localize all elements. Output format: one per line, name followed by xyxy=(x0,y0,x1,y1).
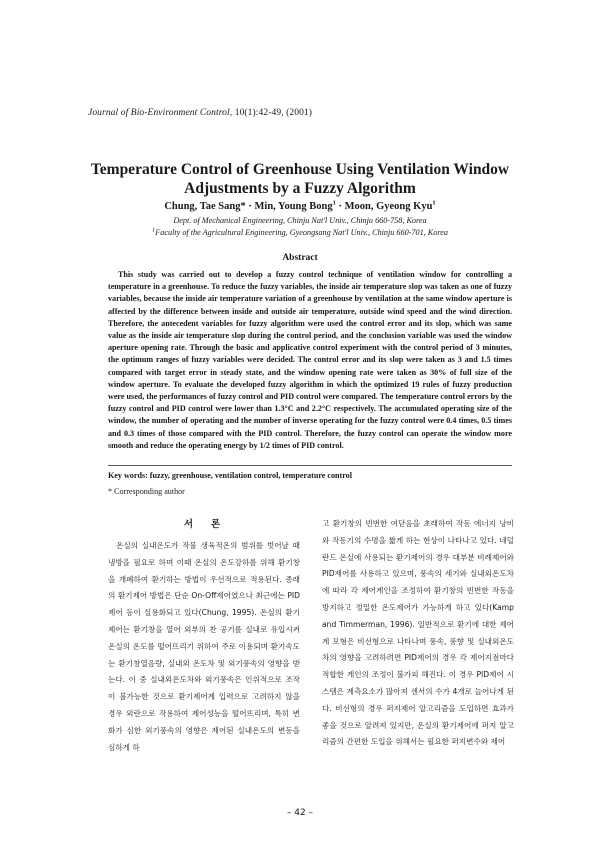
section-heading: 서론 xyxy=(183,519,239,530)
author-2-affiliation-mark: 1 xyxy=(332,199,336,207)
author-separator: · xyxy=(245,201,255,212)
body-paragraph-right: 고 환기창의 빈번한 여닫음을 초래하여 작동 에너지 낭비와 작동기의 수명을 짧게 하는 현상이 나타나고 있다. 네덜란드 온실에 사용되는 환기제어의 경우 대부분 비례제어와 PID제어를 사용하고 있으며, 풍속의 세기와 실내외온도차에 따라 각 제어계인을 조정하여 환기창의 빈번한 작동을 방지하고 정밀한 온도제어가 가능하게 하고 있다(Kamp and Timmerman, 1996). 일반적으로 환기에 대한 제어계 모형은 비선형으로 나타나며 풍속, 풍향 및 실내외온도차의 영향을 고려하려면 PID제어의 경우 각 제어지점마다 적합한 게인의 조정이 불가피 해진다. 이 경우 PID제어 시스템은 계측요소가 많아져 센서의 수가 4개로 늘어나게 된다. 비선형의 경우 퍼지제어 알고리즘을 도입하면 효과가 좋을 것으로 알려져 있지만, 온실의 환기제어에 퍼지 알고리즘의 간편한 도입을 위해서는 필요한 퍼지변수와 제어 xyxy=(322,519,514,747)
affiliation-1: Dept. of Mechanical Engineering, Chinju Nat'l Univ., Chinju 660-758, Korea xyxy=(173,216,427,225)
title-line-2: Adjustments by a Fuzzy Algorithm xyxy=(184,180,416,197)
body-column-left xyxy=(108,518,300,756)
affiliation-2-text: Faculty of the Agricultural Engineering, Gyeongsang Nat'l Univ., Chinju 660-701, Korea xyxy=(155,228,448,237)
corresponding-author-note: * Corresponding author xyxy=(108,487,185,496)
author-list xyxy=(60,201,540,212)
keywords: Key words: fuzzy, greenhouse, ventilation control, temperature control xyxy=(108,471,352,480)
page-number: – 42 – xyxy=(286,808,314,818)
journal-name: Journal of Bio-Environment Control, xyxy=(88,108,233,118)
abstract-text: This study was carried out to develop a fuzzy control technique of ventilation window for controlling a temperature in a greenhouse. To reduce the fuzzy variables, the inside air temperature slop was taken as one of fuzzy variables, because the inside air temperature variation of a greenhouse by ventilation at the same window aperture is affected by the difference between inside and outside air temperature, outside wind speed and the wind direction. Therefore, the antecedent variables for fuzzy algorithm were used the control error and its slop, which was same value as the inside air temperature slop during the control period, and the conclusion variable was used the window aperture opening rate. Through the basic and applicative control experiment with the control period of 3 minutes, the optimum ranges of fuzzy variables were decided. The control error and its slop were taken as 3 and 1.5 times compared with target error in steady state, and the window opening rate were taken as 30% of full size of the window aperture. To evaluate the developed fuzzy algorithm in which the optimized 19 rules of fuzzy production were used, the performances of fuzzy control and PID control were compared. The temperature control errors by the fuzzy control and PID control were lower than 1.3°C and 2.2°C respectively. The accumulated operating size of the window, the number of operating and the number of inverse operating for the fuzzy control were 0.4 times, 0.5 times and 0.3 times of those compared with the PID control. Therefore, the fuzzy control can operate the window more smooth and reduce the operating energy by 1/2 times of PID control. xyxy=(108,270,512,450)
body-paragraph-left: 온실의 실내온도가 작물 생육적온의 범위를 벗어날 때 냉방을 필요로 하며 이때 온실의 온도강하를 위해 환기창을 개폐하여 환기하는 방법이 우선적으로 적용된다. 종래의 환기제어 방법은 단순 On-Off제어였으나 최근에는 PID제어 등이 실용화되고 있다(Chung, 1995). 온실의 환기제어는 환기창을 열어 외부의 찬 공기를 실내로 유입시켜 온실의 온도를 떨어뜨리기 위하여 주로 이용되며 환기속도는 환기창열음량, 실내외 온도차 및 외기풍속의 영향을 받는다. 이 중 실내외온도차와 외기풍속은 인위적으로 조작이 불가능한 것으로 환기제어계 입력으로 고려하지 않을 경우 외란으로 작용하여 제어성능을 떨어뜨리며, 특히 변화가 심한 외기풍속의 영향은 제어된 실내온도의 변동을 심하게 하 xyxy=(108,541,300,752)
divider xyxy=(108,465,512,466)
title-line-1: Temperature Control of Greenhouse Using Ventilation Window xyxy=(90,161,510,178)
author-3: Moon, Gyeong Kyu xyxy=(344,201,433,212)
author-3-affiliation-mark: 1 xyxy=(432,199,436,207)
paper-title xyxy=(60,160,540,198)
author-2: Min, Young Bong xyxy=(254,201,333,212)
body-column-right xyxy=(322,516,514,751)
journal-volume: 10(1):42-49, (2001) xyxy=(234,108,313,118)
author-1: Chung, Tae Sang* xyxy=(164,201,246,212)
affiliation-2-mark: 1 xyxy=(152,226,156,234)
abstract-heading: Abstract xyxy=(282,253,318,263)
author-separator: · xyxy=(335,201,345,212)
affiliation-2 xyxy=(60,228,540,237)
journal-citation xyxy=(88,108,312,118)
